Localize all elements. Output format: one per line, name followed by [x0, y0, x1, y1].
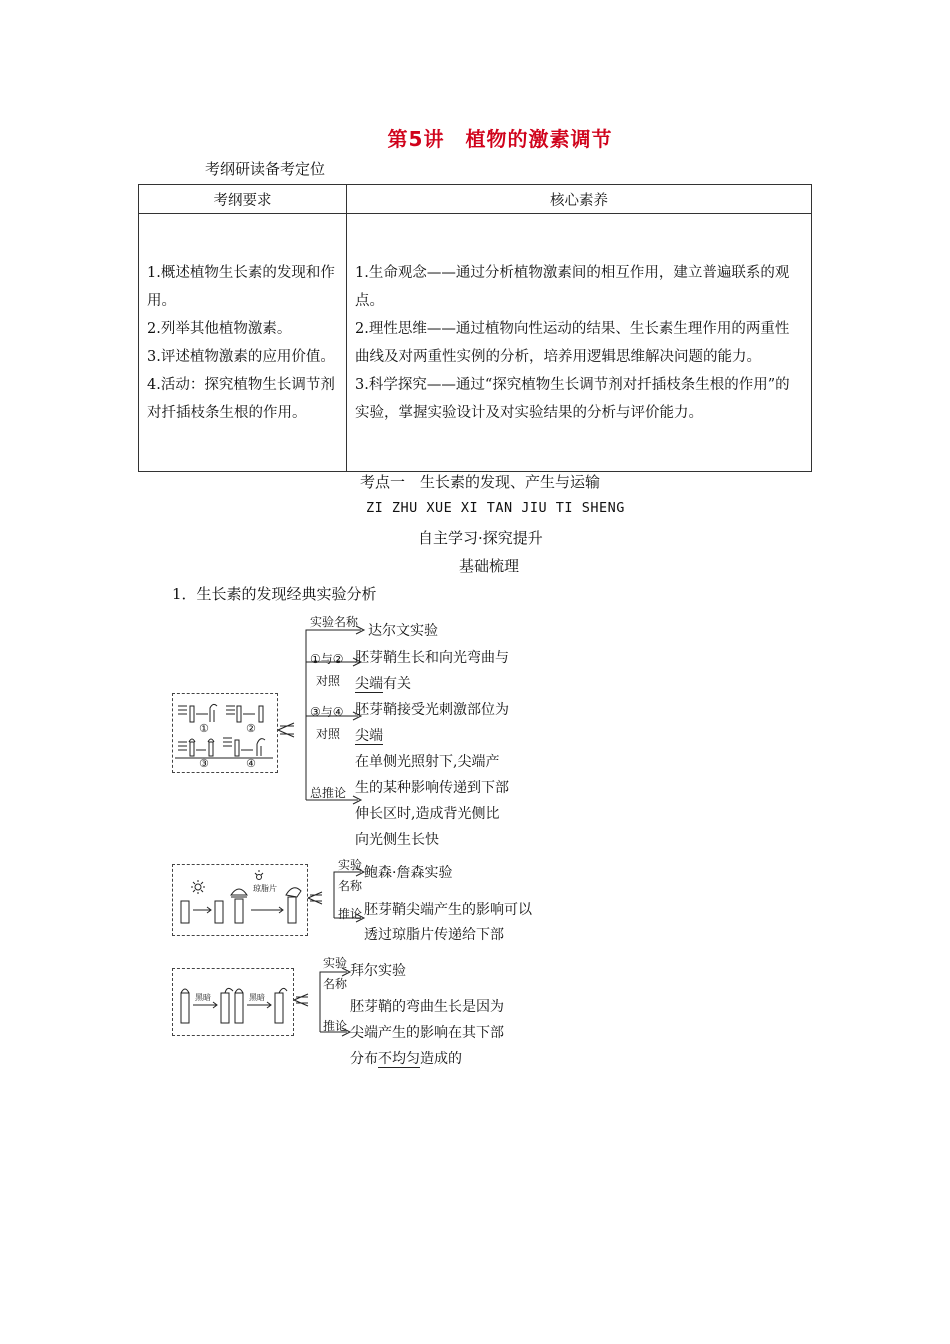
- table-header-right: 核心素养: [347, 185, 812, 214]
- item-heading: 1．生长素的发现经典实验分析: [172, 585, 377, 603]
- boysen-jensen-diagram-box: [172, 864, 308, 936]
- diagram-num: ③: [199, 757, 209, 770]
- pinyin-heading: ZI ZHU XUE XI TAN JIU TI SHENG: [366, 500, 625, 516]
- result-text: 向光侧生长快: [355, 832, 439, 848]
- right-item: 2.理性思维——通过植物向性运动的结果、生长素生理作用的两重性曲线及对两重性实例的分析，培养用逻辑思维解决问题的能力。: [355, 320, 790, 365]
- label-experiment: 实验: [323, 956, 348, 970]
- label-conclusion: 总推论: [310, 786, 347, 800]
- agar-label: 琼脂片: [253, 884, 277, 893]
- subheading: 基础梳理: [459, 557, 520, 575]
- diagram-num: ②: [246, 722, 256, 735]
- key-term: 尖端: [355, 728, 383, 744]
- result-text: 分布: [350, 1051, 378, 1067]
- kaodian-heading: 考点一 生长素的发现、产生与运输: [360, 473, 601, 491]
- table-cell-right: [347, 214, 812, 472]
- key-term: 尖端: [355, 676, 383, 692]
- result-text: 胚芽鞘的弯曲生长是因为: [350, 999, 504, 1015]
- left-item: 2.列举其他植物激素。: [147, 320, 292, 337]
- result-text: 伸长区时,造成背光侧比: [355, 806, 500, 822]
- label-experiment: 实验: [338, 858, 363, 872]
- result-text: [355, 723, 383, 749]
- result-text: 造成的: [420, 1051, 462, 1067]
- page-title: 第5讲 植物的激素调节: [387, 127, 613, 151]
- paal-diagram-box: [172, 968, 294, 1036]
- label-name: 名称: [338, 879, 363, 893]
- table-cell-left: [139, 214, 347, 472]
- experiment-name: 达尔文实验: [368, 623, 438, 639]
- result-text: 有关: [383, 676, 411, 692]
- diagram-num: ①: [199, 722, 209, 735]
- paal-brackets: [292, 960, 352, 1050]
- label-compare: ③与④: [310, 705, 344, 719]
- label-compare: 对照: [316, 674, 341, 688]
- right-item: 3.科学探究——通过“探究植物生长调节剂对扦插枝条生根的作用”的实验，掌握实验设计及对实验结果的分析与评价能力。: [355, 376, 790, 421]
- boysen-jensen-diagram: [173, 865, 307, 935]
- result-text: 胚芽鞘尖端产生的影响可以: [364, 902, 532, 918]
- result-text: 胚芽鞘生长和向光弯曲与: [355, 650, 509, 666]
- subheading: 自主学习·探究提升: [418, 529, 543, 547]
- dark-label: 黑暗: [249, 993, 265, 1002]
- right-item: 1.生命观念——通过分析植物激素间的相互作用，建立普遍联系的观点。: [355, 264, 790, 309]
- left-item: 4.活动：探究植物生长调节剂对扦插枝条生根的作用。: [147, 376, 335, 421]
- result-text: 在单侧光照射下,尖端产: [355, 754, 500, 770]
- table-caption: 考纲研读备考定位: [205, 160, 326, 178]
- left-item: 1.概述植物生长素的发现和作用。: [147, 264, 335, 309]
- label-conclusion: 推论: [323, 1019, 348, 1033]
- darwin-diagram-box: [172, 693, 278, 773]
- label-compare: ①与②: [310, 652, 344, 666]
- paal-diagram: [173, 969, 293, 1035]
- result-text: 生的某种影响传递到下部: [355, 780, 509, 796]
- result-text: [350, 1046, 462, 1072]
- result-text: 透过琼脂片传递给下部: [364, 927, 504, 943]
- left-item: 3.评述植物激素的应用价值。: [147, 348, 335, 365]
- key-term: 不均匀: [378, 1051, 420, 1067]
- diagram-num: ④: [246, 757, 256, 770]
- table-header-left: 考纲要求: [139, 185, 347, 214]
- result-text: [355, 671, 411, 697]
- requirements-table: [138, 184, 812, 472]
- experiment-name: 鲍森·詹森实验: [364, 865, 453, 881]
- experiment-name: 拜尔实验: [350, 963, 406, 979]
- label-name: 名称: [323, 977, 348, 991]
- label-experiment-name: 实验名称: [310, 615, 359, 629]
- dark-label: 黑暗: [195, 993, 211, 1002]
- label-conclusion: 推论: [338, 907, 363, 921]
- result-text: 胚芽鞘接受光刺激部位为: [355, 702, 509, 718]
- darwin-diagram: [173, 694, 277, 772]
- label-compare: 对照: [316, 727, 341, 741]
- result-text: 尖端产生的影响在其下部: [350, 1025, 504, 1041]
